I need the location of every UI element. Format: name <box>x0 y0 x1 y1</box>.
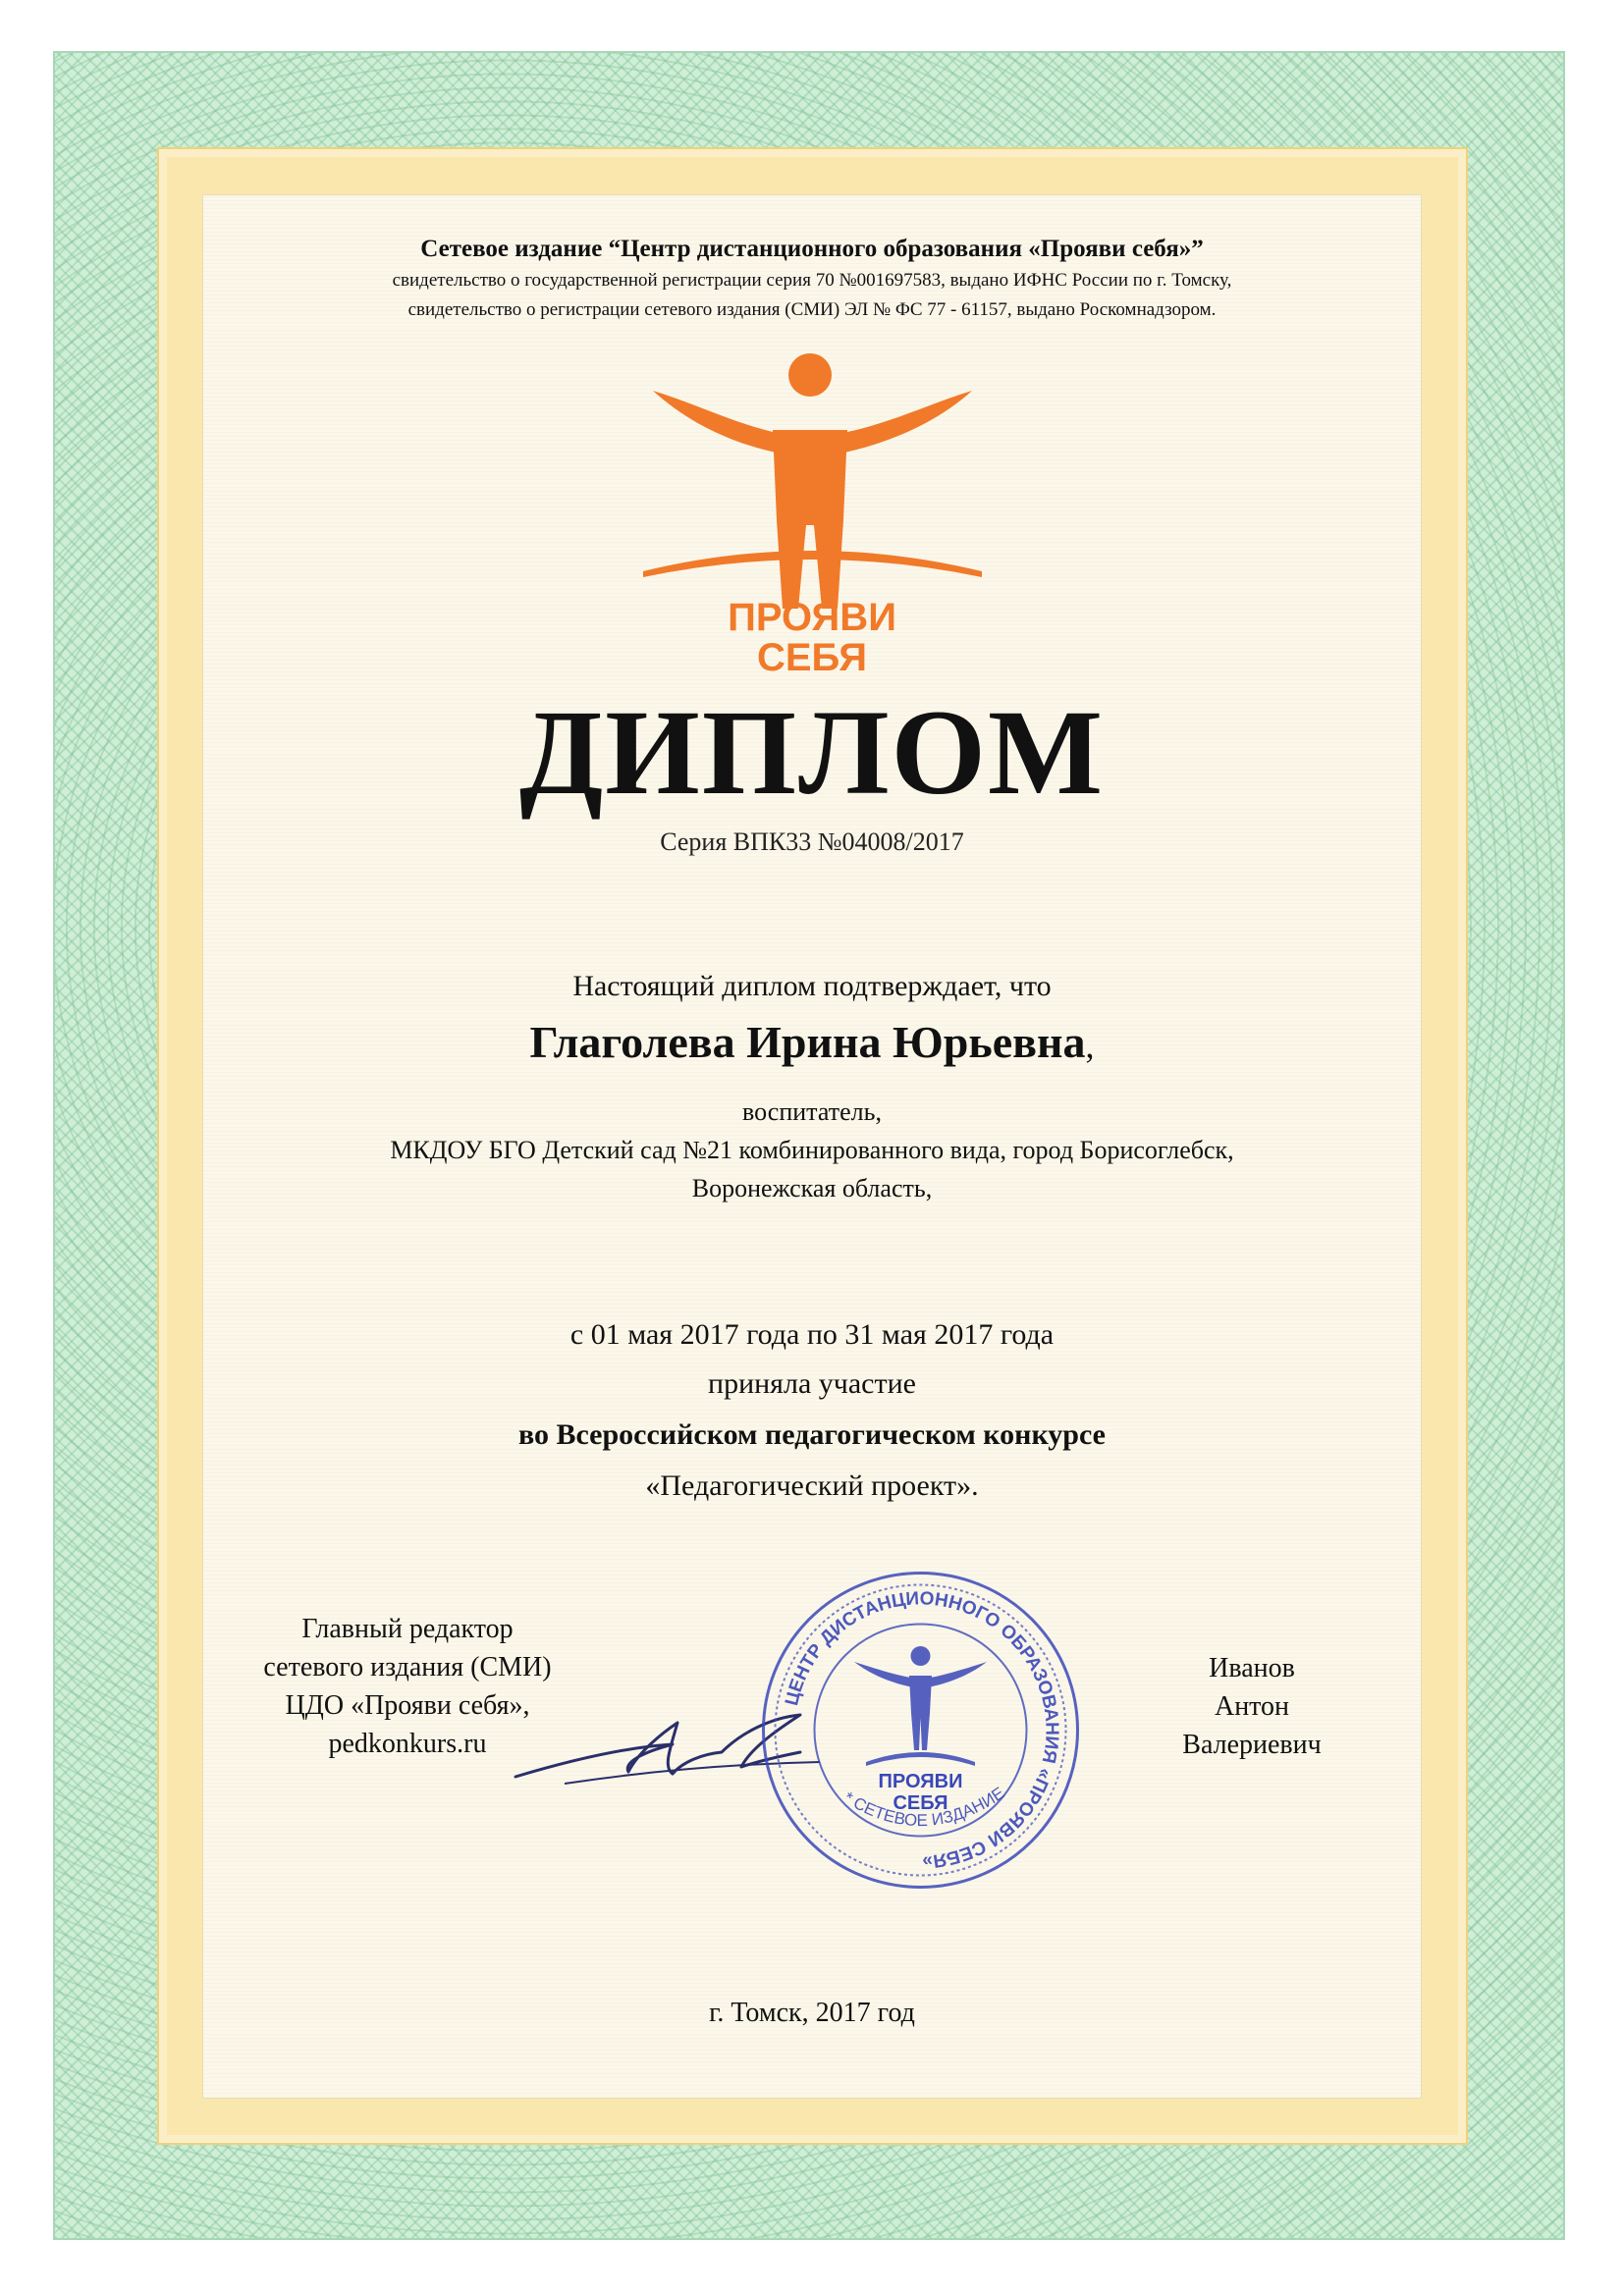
stamp-bottom-text: * СЕТЕВОЕ ИЗДАНИЕ <box>840 1783 1008 1831</box>
signer-left-line2: сетевого издания (СМИ) <box>263 1652 552 1682</box>
stamp-figure-icon <box>854 1646 987 1766</box>
stamp-logo-line2: СЕБЯ <box>893 1792 948 1814</box>
recipient-region: Воронежская область, <box>691 1174 933 1202</box>
signer-surname: Иванов <box>1209 1653 1295 1683</box>
signer-patronymic: Валериевич <box>1182 1730 1322 1760</box>
logo-text-line1: ПРОЯВИ <box>728 596 896 639</box>
signer-left-line3: ЦДО «Прояви себя», <box>285 1690 530 1721</box>
signer-right-block <box>1129 1649 1375 1764</box>
participation-dates: с 01 мая 2017 года по 31 мая 2017 года <box>569 1318 1055 1351</box>
diploma-title: ДИПЛОМ <box>518 685 1106 820</box>
stamp-logo-line1: ПРОЯВИ <box>878 1771 963 1792</box>
participation-text: приняла участие <box>708 1367 916 1400</box>
city-year: г. Томск, 2017 год <box>709 1998 915 2028</box>
signer-left-line1: Главный редактор <box>301 1614 514 1644</box>
official-stamp <box>756 1566 1085 1895</box>
contest-title: во Всероссийском педагогическом конкурсе <box>517 1418 1106 1451</box>
logo-text-line2: СЕБЯ <box>756 636 868 672</box>
recipient-organization: МКДОУ БГО Детский сад №21 комбинированного вида, город Борисоглебск, <box>390 1136 1234 1164</box>
registration-line-2: свидетельство о регистрации сетевого издания (СМИ) ЭЛ № ФС 77 - 61157, выдано Роскомнадзором. <box>407 299 1217 320</box>
confirm-text: Настоящий диплом подтверждает, что <box>572 970 1052 1002</box>
proyavi-sebya-logo <box>643 344 982 672</box>
signer-first-name: Антон <box>1214 1691 1290 1722</box>
stamp-ring-text: ЦЕНТР ДИСТАНЦИОННОГО ОБРАЗОВАНИЯ «ПРОЯВИ СЕБЯ» <box>782 1588 1062 1872</box>
diploma-series: Серия ВПК33 №04008/2017 <box>660 828 964 856</box>
publisher-title: Сетевое издание “Центр дистанционного образования «Прояви себя»” <box>420 236 1204 262</box>
signer-left-line4: pedkonkurs.ru <box>328 1729 487 1759</box>
registration-line-1: свидетельство о государственной регистрации серия 70 №001697583, выдано ИФНС России по г. Томску, <box>392 270 1232 291</box>
recipient-name: Глаголева Ирина Юрьевна <box>529 1017 1086 1067</box>
recipient-name-line <box>0 1016 1624 1068</box>
person-figure-icon <box>643 344 982 672</box>
contest-name: «Педагогический проект». <box>645 1469 979 1502</box>
recipient-name-comma: , <box>1085 1026 1095 1065</box>
recipient-position: воспитатель, <box>742 1097 882 1126</box>
